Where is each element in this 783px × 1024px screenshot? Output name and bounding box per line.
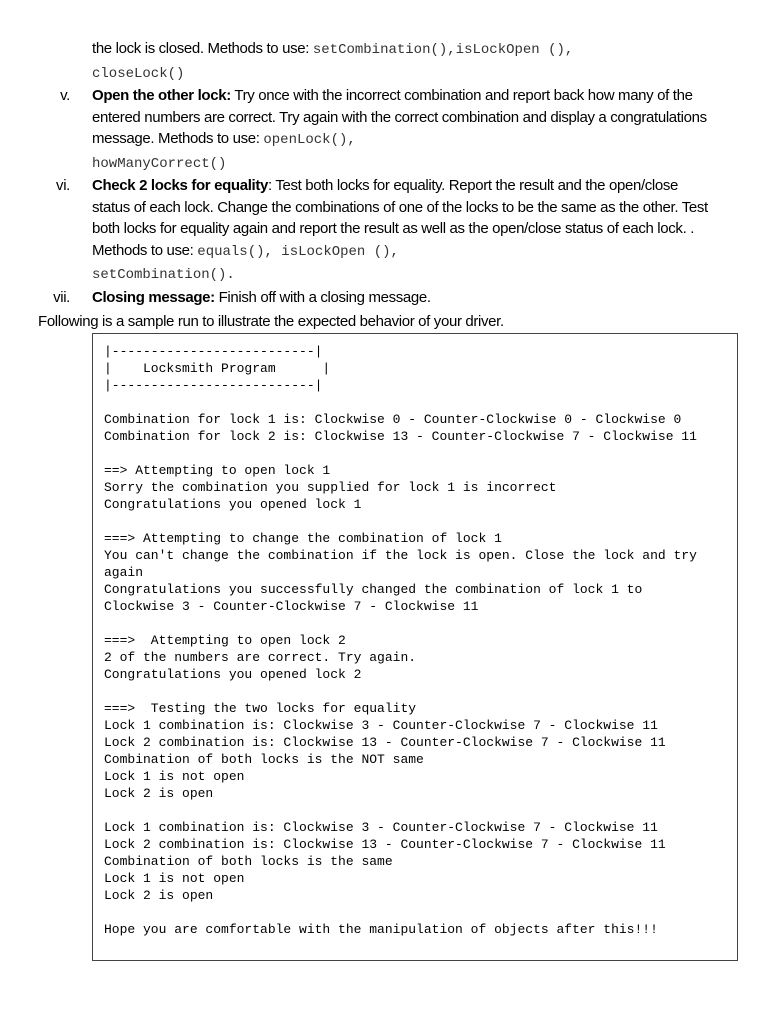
console-line: Lock 1 combination is: Clockwise 3 - Counter-Clockwise 7 - Clockwise 11: [104, 718, 658, 733]
item-heading: Check 2 locks for equality: [92, 177, 268, 194]
method-names-cont: closeLock(): [92, 65, 185, 82]
console-line: [104, 445, 697, 462]
console-line: [104, 904, 697, 921]
console-line: Lock 2 combination is: Clockwise 13 - Counter-Clockwise 7 - Clockwise 11: [104, 837, 666, 852]
console-line: Combination for lock 1 is: Clockwise 0 - Counter-Clockwise 0 - Clockwise 0: [104, 412, 682, 427]
console-line: ==> Attempting to open lock 1: [104, 463, 331, 478]
console-line: Combination of both locks is the same: [104, 854, 393, 869]
list-item: [0, 85, 712, 175]
method-names-cont: howManyCorrect(): [92, 155, 227, 172]
list-item: [0, 175, 712, 287]
console-line: ===> Attempting to open lock 2: [104, 633, 346, 648]
console-line: Hope you are comfortable with the manipulation of objects after this!!!: [104, 922, 658, 937]
console-line: Combination of both locks is the NOT same: [104, 752, 424, 767]
console-line: Lock 1 is not open: [104, 769, 245, 784]
method-names: equals(), isLockOpen (),: [197, 243, 399, 260]
console-line: [104, 802, 697, 819]
console-line: Lock 1 combination is: Clockwise 3 - Counter-Clockwise 7 - Clockwise 11: [104, 820, 658, 835]
item-text: the lock is closed. Methods to use:: [92, 40, 313, 57]
console-line: Congratulations you opened lock 1: [104, 497, 362, 512]
console-line: Lock 1 is not open: [104, 871, 245, 886]
console-line: Lock 2 combination is: Clockwise 13 - Counter-Clockwise 7 - Clockwise 11: [104, 735, 666, 750]
console-line: Lock 2 is open: [104, 786, 214, 801]
console-line: 2 of the numbers are correct. Try again.: [104, 650, 417, 665]
item-heading: Open the other lock:: [92, 87, 231, 104]
console-line: Clockwise 3 - Counter-Clockwise 7 - Clockwise 11: [104, 599, 479, 614]
console-line: Congratulations you opened lock 2: [104, 667, 362, 682]
item-heading: Closing message:: [92, 288, 215, 306]
item-text: Try once with the incorrect combination and report back how many of the entered numbers are correct. Try again with the correct combination and display a congratulations message. Methods to use:: [92, 87, 707, 147]
sample-run-intro: Following is a sample run to illustrate the expected behavior of your driver.: [38, 313, 504, 330]
console-line: You can't change the combination if the lock is open. Close the lock and try: [104, 548, 697, 563]
console-line: [104, 394, 697, 411]
console-line: [104, 513, 697, 530]
list-number: v.: [60, 87, 70, 104]
list-number: vi.: [56, 177, 70, 194]
instruction-list: [0, 38, 783, 310]
method-names: openLock(),: [263, 132, 356, 148]
console-line: Congratulations you successfully changed the combination of lock 1 to: [104, 582, 643, 597]
console-line: Sorry the combination you supplied for lock 1 is incorrect: [104, 480, 557, 495]
item-text: : Test both locks for equality. Report the result and the open/close status of each lock. Change the combinations of one of the locks to be the same as the other. Test both locks for equality again and report the result as well as the open/close status of each lock. . Methods to use:: [92, 177, 708, 259]
console-line: |--------------------------|: [104, 344, 323, 359]
console-line: Lock 2 is open: [104, 888, 214, 903]
list-number: vii.: [53, 288, 70, 306]
console-output: [104, 343, 697, 938]
console-line: [104, 615, 697, 632]
item-text: Finish off with a closing message.: [214, 288, 431, 306]
method-names-cont: setCombination().: [92, 267, 235, 283]
console-line: again: [104, 565, 144, 580]
list-item: [0, 38, 712, 85]
console-line: |--------------------------|: [104, 378, 323, 393]
console-line: ===> Testing the two locks for equality: [104, 701, 417, 716]
console-line: ===> Attempting to change the combination of lock 1: [104, 531, 502, 546]
list-item: [0, 287, 712, 311]
console-line: [104, 683, 697, 700]
console-line: Combination for lock 2 is: Clockwise 13 - Counter-Clockwise 7 - Clockwise 11: [104, 429, 697, 444]
method-names: setCombination(),isLockOpen (),: [312, 42, 574, 58]
console-line: | Locksmith Program |: [104, 361, 331, 376]
sample-output-box: [92, 333, 738, 961]
